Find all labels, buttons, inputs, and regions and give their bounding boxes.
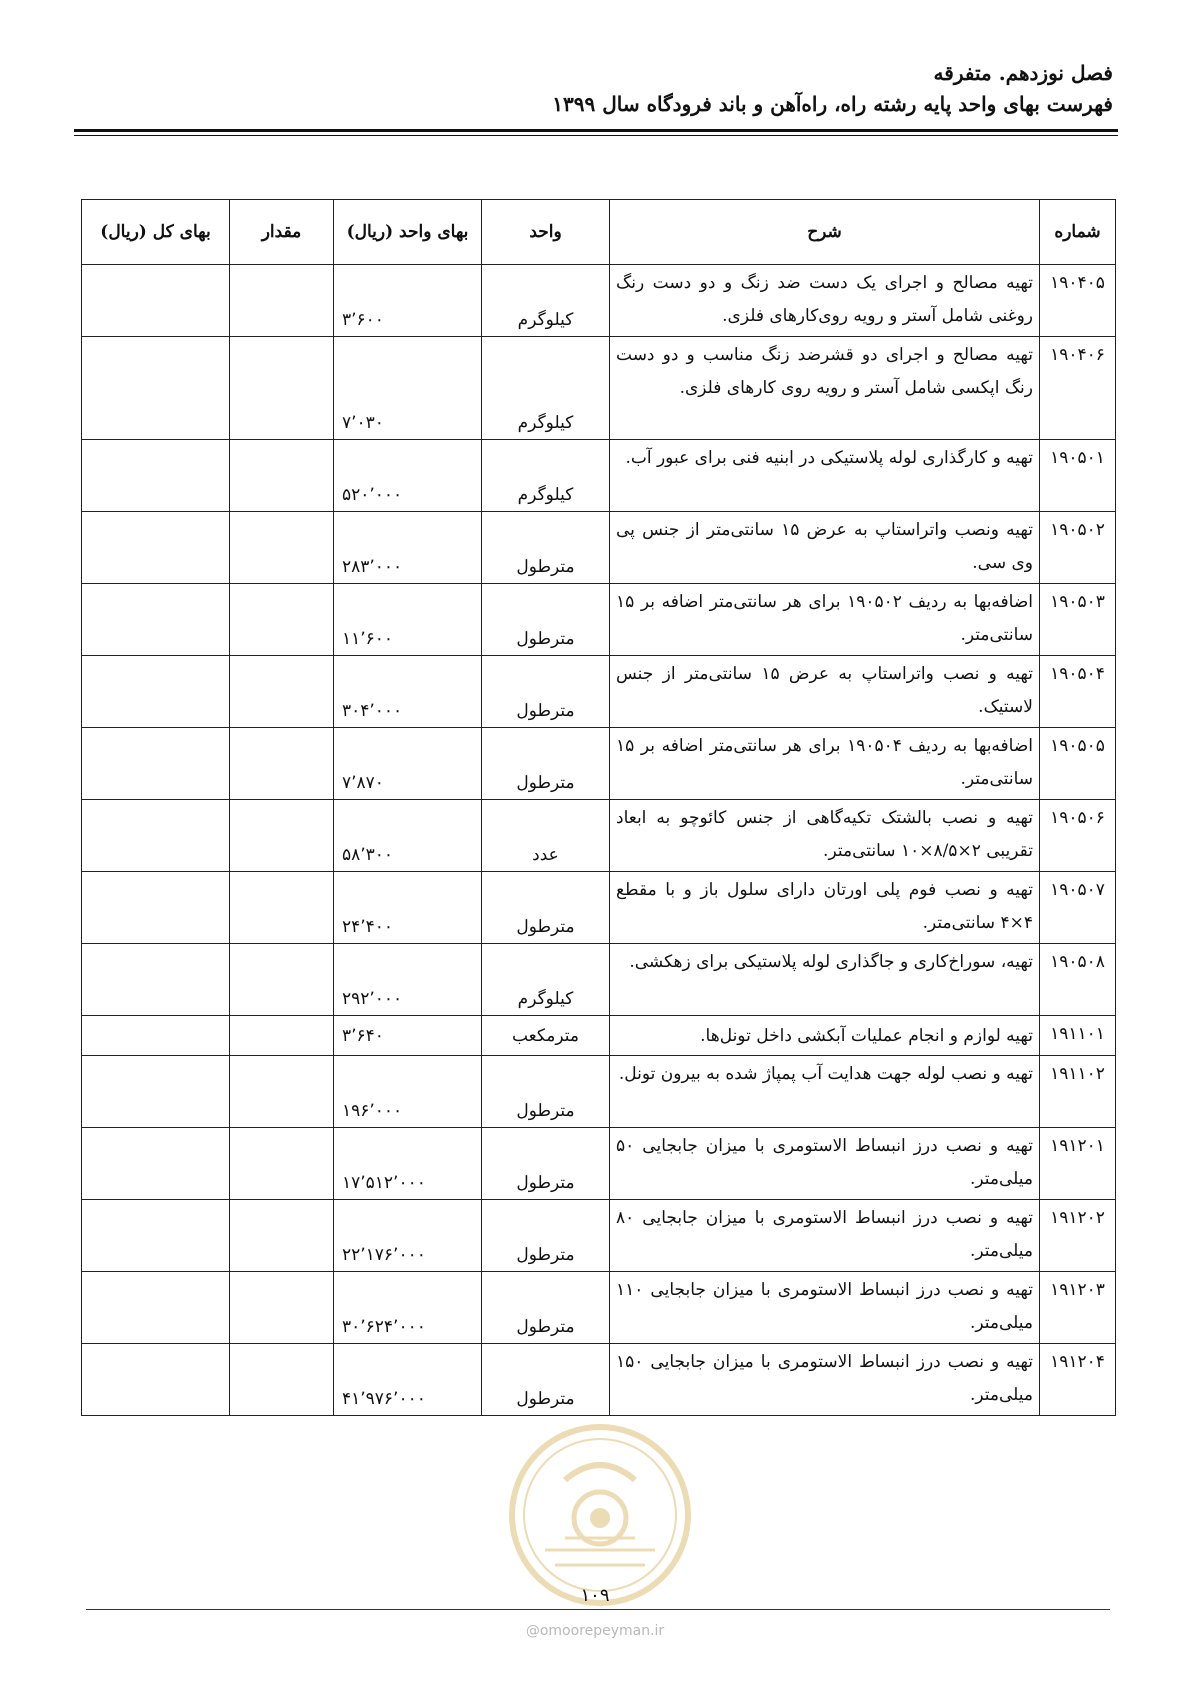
row-unit-price: ۴۱٬۹۷۶٬۰۰۰ (334, 1344, 482, 1416)
price-list-table (81, 199, 1116, 1416)
row-description: تهیه، سوراخ‌کاری و جاگذاری لوله پلاستیکی برای زهکشی. (610, 944, 1040, 1016)
table-row (82, 872, 1116, 944)
row-code: ۱۹۱۲۰۱ (1040, 1128, 1116, 1200)
row-unit-price: ۳٬۶۴۰ (334, 1016, 482, 1056)
page-number: ۱۰۹ (580, 1585, 610, 1606)
row-code: ۱۹۱۲۰۲ (1040, 1200, 1116, 1272)
seal-watermark-icon (505, 1420, 695, 1610)
table-row (82, 1344, 1116, 1416)
row-unit-price: ۵۸٬۳۰۰ (334, 800, 482, 872)
row-unit: کیلوگرم (482, 265, 610, 337)
row-code: ۱۹۰۵۰۴ (1040, 656, 1116, 728)
row-code: ۱۹۰۵۰۷ (1040, 872, 1116, 944)
row-description: اضافه‌بها به ردیف ۱۹۰۵۰۲ برای هر سانتی‌متر اضافه بر ۱۵ سانتی‌متر. (610, 584, 1040, 656)
row-code: ۱۹۰۵۰۶ (1040, 800, 1116, 872)
row-total-price (82, 728, 230, 800)
row-unit-price: ۳۰٬۶۲۴٬۰۰۰ (334, 1272, 482, 1344)
table-body (82, 265, 1116, 1416)
page-header (73, 58, 1113, 120)
row-total-price (82, 337, 230, 440)
row-code: ۱۹۱۱۰۱ (1040, 1016, 1116, 1056)
column-header-quantity: مقدار (230, 200, 334, 265)
row-unit-price: ۱۷٬۵۱۲٬۰۰۰ (334, 1128, 482, 1200)
row-unit-price: ۷٬۰۳۰ (334, 337, 482, 440)
row-quantity (230, 440, 334, 512)
row-quantity (230, 584, 334, 656)
row-quantity (230, 1344, 334, 1416)
row-description: اضافه‌بها به ردیف ۱۹۰۵۰۴ برای هر سانتی‌متر اضافه بر ۱۵ سانتی‌متر. (610, 728, 1040, 800)
row-description: تهیه و نصب لوله جهت هدایت آب پمپاژ شده به بیرون تونل. (610, 1056, 1040, 1128)
watermark-site-text: @omoorepeyman.ir (525, 1623, 665, 1639)
footer-rule (86, 1609, 1110, 1610)
column-header-unit-price: بهای واحد (ریال) (334, 200, 482, 265)
column-header-code: شماره (1040, 200, 1116, 265)
row-total-price (82, 1344, 230, 1416)
row-quantity (230, 512, 334, 584)
row-unit: کیلوگرم (482, 440, 610, 512)
row-total-price (82, 1056, 230, 1128)
row-total-price (82, 944, 230, 1016)
row-quantity (230, 337, 334, 440)
row-description: تهیه ونصب واتراستاپ به عرض ۱۵ سانتی‌متر از جنس پی وی سی. (610, 512, 1040, 584)
row-unit-price: ۱۹۶٬۰۰۰ (334, 1056, 482, 1128)
header-rule-thick (74, 129, 1118, 132)
table-row (82, 265, 1116, 337)
row-unit: کیلوگرم (482, 337, 610, 440)
row-total-price (82, 265, 230, 337)
column-header-description: شرح (610, 200, 1040, 265)
row-unit: مترطول (482, 872, 610, 944)
row-unit-price: ۳٬۶۰۰ (334, 265, 482, 337)
row-unit: مترطول (482, 1128, 610, 1200)
row-total-price (82, 512, 230, 584)
row-code: ۱۹۰۵۰۳ (1040, 584, 1116, 656)
row-description: تهیه و نصب درز انبساط الاستومری با میزان جابجایی ۱۵۰ میلی‌متر. (610, 1344, 1040, 1416)
row-quantity (230, 1056, 334, 1128)
table-header-row (82, 200, 1116, 265)
row-description: تهیه و نصب بالشتک تکیه‌گاهی از جنس کائوچو به ابعاد تقریبی ۲×۸/۵×۱۰ سانتی‌متر. (610, 800, 1040, 872)
table-row (82, 1128, 1116, 1200)
table-row (82, 584, 1116, 656)
row-total-price (82, 872, 230, 944)
row-unit: مترطول (482, 1344, 610, 1416)
row-unit: عدد (482, 800, 610, 872)
table-row (82, 440, 1116, 512)
row-quantity (230, 728, 334, 800)
row-total-price (82, 584, 230, 656)
table-row (82, 656, 1116, 728)
row-quantity (230, 1272, 334, 1344)
row-total-price (82, 440, 230, 512)
row-quantity (230, 265, 334, 337)
row-unit-price: ۲۹۲٬۰۰۰ (334, 944, 482, 1016)
row-description: تهیه و کارگذاری لوله پلاستیکی در ابنیه فنی برای عبور آب. (610, 440, 1040, 512)
row-unit-price: ۲۲٬۱۷۶٬۰۰۰ (334, 1200, 482, 1272)
row-code: ۱۹۰۵۰۲ (1040, 512, 1116, 584)
table-row (82, 728, 1116, 800)
row-unit-price: ۲۸۳٬۰۰۰ (334, 512, 482, 584)
row-quantity (230, 1016, 334, 1056)
row-unit: مترطول (482, 1272, 610, 1344)
row-code: ۱۹۰۵۰۸ (1040, 944, 1116, 1016)
row-unit-price: ۱۱٬۶۰۰ (334, 584, 482, 656)
row-code: ۱۹۰۴۰۵ (1040, 265, 1116, 337)
row-description: تهیه و نصب درز انبساط الاستومری با میزان جابجایی ۵۰ میلی‌متر. (610, 1128, 1040, 1200)
table-row (82, 337, 1116, 440)
row-unit-price: ۲۴٬۴۰۰ (334, 872, 482, 944)
row-quantity (230, 872, 334, 944)
row-unit: مترطول (482, 656, 610, 728)
row-unit: کیلوگرم (482, 944, 610, 1016)
row-unit: مترطول (482, 728, 610, 800)
table-row (82, 944, 1116, 1016)
row-unit: مترطول (482, 512, 610, 584)
row-quantity (230, 1128, 334, 1200)
table-row (82, 1056, 1116, 1128)
row-description: تهیه لوازم و انجام عملیات آبکشی داخل تونل‌ها. (610, 1016, 1040, 1056)
row-unit-price: ۷٬۸۷۰ (334, 728, 482, 800)
row-total-price (82, 1200, 230, 1272)
table-row (82, 1272, 1116, 1344)
row-total-price (82, 656, 230, 728)
table-row (82, 1200, 1116, 1272)
row-total-price (82, 1128, 230, 1200)
table-row (82, 512, 1116, 584)
row-total-price (82, 800, 230, 872)
row-description: تهیه و نصب درز انبساط الاستومری با میزان جابجایی ۱۱۰ میلی‌متر. (610, 1272, 1040, 1344)
row-description: تهیه و نصب فوم پلی اورتان دارای سلول باز و با مقطع ۴×۴ سانتی‌متر. (610, 872, 1040, 944)
row-code: ۱۹۰۵۰۵ (1040, 728, 1116, 800)
row-unit: مترطول (482, 1056, 610, 1128)
row-description: تهیه مصالح و اجرای یک دست ضد زنگ و دو دست رنگ روغنی شامل آستر و رویه روی‌کارهای فلزی. (610, 265, 1040, 337)
column-header-total-price: بهای کل (ریال) (82, 200, 230, 265)
row-description: تهیه و نصب واتراستاپ به عرض ۱۵ سانتی‌متر از جنس لاستیک. (610, 656, 1040, 728)
header-rule-thin (74, 135, 1118, 136)
chapter-title: فصل نوزدهم. متفرقه (933, 61, 1113, 85)
row-quantity (230, 656, 334, 728)
row-description: تهیه و نصب درز انبساط الاستومری با میزان جابجایی ۸۰ میلی‌متر. (610, 1200, 1040, 1272)
row-unit: مترطول (482, 1200, 610, 1272)
row-total-price (82, 1272, 230, 1344)
row-quantity (230, 1200, 334, 1272)
row-description: تهیه مصالح و اجرای دو قشرضد زنگ مناسب و دو دست رنگ اپکسی شامل آستر و رویه روی کارهای فلزی. (610, 337, 1040, 440)
document-subtitle: فهرست بهای واحد پایه رشته راه، راه‌آهن و باند فرودگاه سال ۱۳۹۹ (552, 92, 1113, 116)
table-row (82, 800, 1116, 872)
row-code: ۱۹۰۵۰۱ (1040, 440, 1116, 512)
row-unit-price: ۳۰۴٬۰۰۰ (334, 656, 482, 728)
row-code: ۱۹۱۱۰۲ (1040, 1056, 1116, 1128)
column-header-unit: واحد (482, 200, 610, 265)
row-unit-price: ۵۲۰٬۰۰۰ (334, 440, 482, 512)
row-quantity (230, 800, 334, 872)
row-total-price (82, 1016, 230, 1056)
row-code: ۱۹۱۲۰۳ (1040, 1272, 1116, 1344)
row-unit: مترطول (482, 584, 610, 656)
table-row (82, 1016, 1116, 1056)
row-unit: مترمکعب (482, 1016, 610, 1056)
row-code: ۱۹۱۲۰۴ (1040, 1344, 1116, 1416)
row-quantity (230, 944, 334, 1016)
row-code: ۱۹۰۴۰۶ (1040, 337, 1116, 440)
